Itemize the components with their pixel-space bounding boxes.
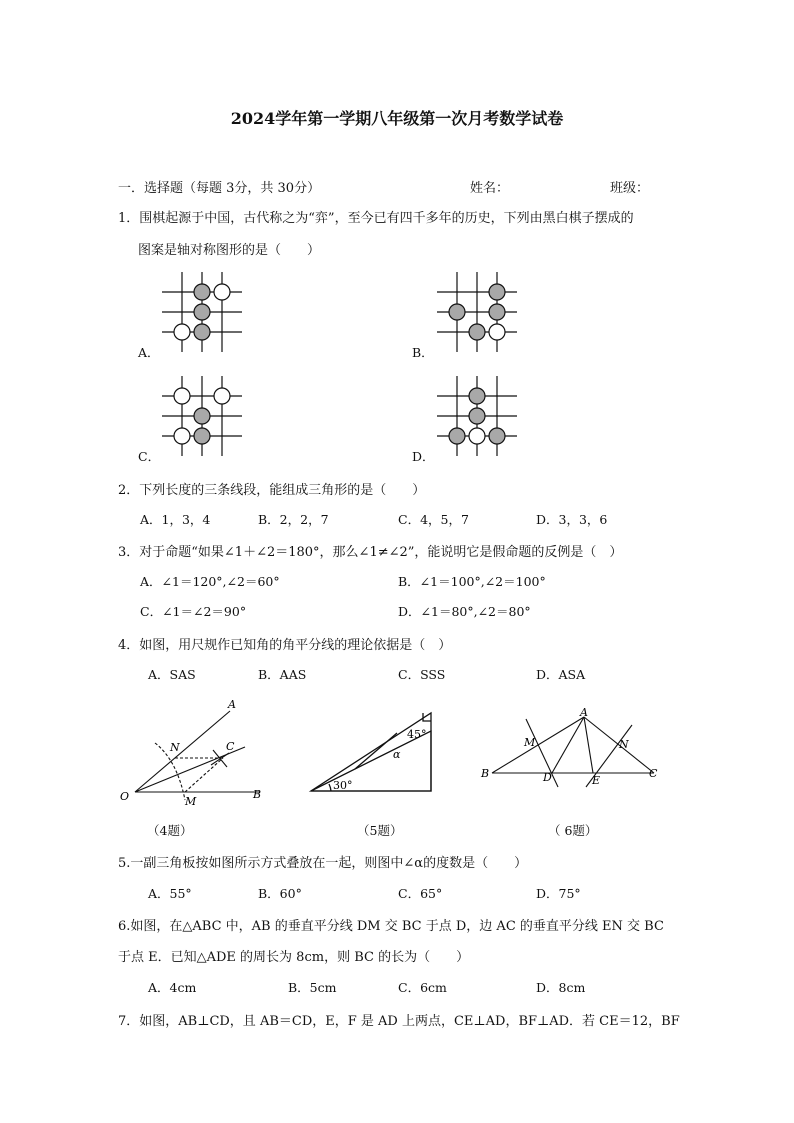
- caption-fig6: （ 6题）: [548, 823, 598, 838]
- name-label: 姓名：: [470, 181, 510, 196]
- q5-option-b: B．60°: [258, 886, 302, 901]
- q2-option-c: C．4，5，7: [398, 512, 469, 527]
- q4-option-c: C．SSS: [398, 667, 446, 682]
- q2-option-d: D．3，3，6: [536, 512, 608, 527]
- fig4-label-b: B: [253, 788, 262, 801]
- go-board-c: [160, 374, 246, 460]
- q1-option-a: A．: [138, 345, 160, 360]
- class-label: 班级：: [610, 181, 650, 196]
- fig6-label-a: A: [580, 706, 588, 719]
- fig4-label-c: C: [226, 740, 235, 753]
- q6-option-a: A．4cm: [148, 980, 197, 995]
- fig6-label-d: D: [543, 771, 552, 784]
- q6-option-d: D．8cm: [536, 980, 586, 995]
- fig6-label-m: M: [524, 736, 536, 749]
- page-title: 2024学年第一学期八年级第一次月考数学试卷: [230, 109, 564, 128]
- q5-text: 5.一副三角板按如图所示方式叠放在一起，则图中∠α的度数是（ ）: [118, 856, 528, 871]
- q1-text-line2: 图案是轴对称图形的是（ ）: [138, 243, 321, 258]
- q2-text: 2．下列长度的三条线段，能组成三角形的是（ ）: [118, 483, 426, 498]
- q3-option-b: B．∠1＝100°,∠2＝100°: [398, 574, 546, 589]
- q2-option-a: A．1，3，4: [140, 512, 211, 527]
- q1-option-c: C．: [138, 449, 161, 464]
- q3-option-a: A．∠1＝120°,∠2＝60°: [140, 574, 280, 589]
- fig6-label-n: N: [619, 738, 629, 751]
- q1-option-d: D．: [412, 449, 435, 464]
- q2-option-b: B．2，2，7: [258, 512, 329, 527]
- q4-text: 4．如图，用尺规作已知角的角平分线的理论依据是（ ）: [118, 638, 452, 653]
- go-board-b: [435, 270, 521, 356]
- q6-text-line1: 6.如图，在△ABC 中，AB 的垂直平分线 DM 交 BC 于点 D，边 AC 的垂直平分线 EN 交 BC: [118, 919, 664, 934]
- fig4-label-n: N: [170, 741, 180, 754]
- q3-option-d: D．∠1＝80°,∠2＝80°: [398, 604, 531, 619]
- fig4-label-m: M: [185, 795, 197, 808]
- q4-option-b: B．AAS: [258, 667, 307, 682]
- figure-6: [478, 707, 668, 792]
- figure-4: [115, 695, 275, 810]
- fig5-label-30: 30°: [333, 779, 353, 792]
- q6-text-line2: 于点 E．已知△ADE 的周长为 8cm，则 BC 的长为（ ）: [118, 950, 470, 965]
- q3-text: 3．对于命题“如果∠1＋∠2＝180°，那么∠1≠∠2”，能说明它是假命题的反例是（ ）: [118, 545, 623, 560]
- fig6-label-c: C: [649, 767, 658, 780]
- fig6-label-e: E: [592, 774, 601, 787]
- q5-option-d: D．75°: [536, 886, 581, 901]
- figure-5: [305, 705, 440, 800]
- q1-text-line1: 1．围棋起源于中国，古代称之为“弈”，至今已有四千多年的历史，下列由黑白棋子摆成的: [118, 211, 634, 226]
- fig5-label-alpha: α: [393, 748, 401, 761]
- q5-option-c: C．65°: [398, 886, 443, 901]
- section-heading: 一．选择题（每题 3分，共 30分）: [118, 181, 321, 196]
- q7-text: 7．如图，AB⊥CD，且 AB＝CD，E，F 是 AD 上两点，CE⊥AD，BF⊥AD．若 CE＝12，BF: [118, 1014, 680, 1029]
- caption-fig5: （5题）: [357, 823, 403, 838]
- go-board-a: [160, 270, 246, 356]
- q4-option-a: A．SAS: [148, 667, 196, 682]
- q1-option-b: B．: [412, 345, 434, 360]
- go-board-d: [435, 374, 521, 460]
- fig4-label-o: O: [120, 790, 130, 803]
- q6-option-c: C．6cm: [398, 980, 447, 995]
- q3-option-c: C．∠1＝∠2＝90°: [140, 604, 247, 619]
- fig4-label-a: A: [228, 698, 236, 711]
- caption-fig4: （4题）: [147, 823, 193, 838]
- q4-option-d: D．ASA: [536, 667, 586, 682]
- fig6-label-b: B: [481, 767, 490, 780]
- fig5-label-45: 45°: [407, 728, 427, 741]
- q6-option-b: B．5cm: [288, 980, 337, 995]
- q5-option-a: A．55°: [148, 886, 192, 901]
